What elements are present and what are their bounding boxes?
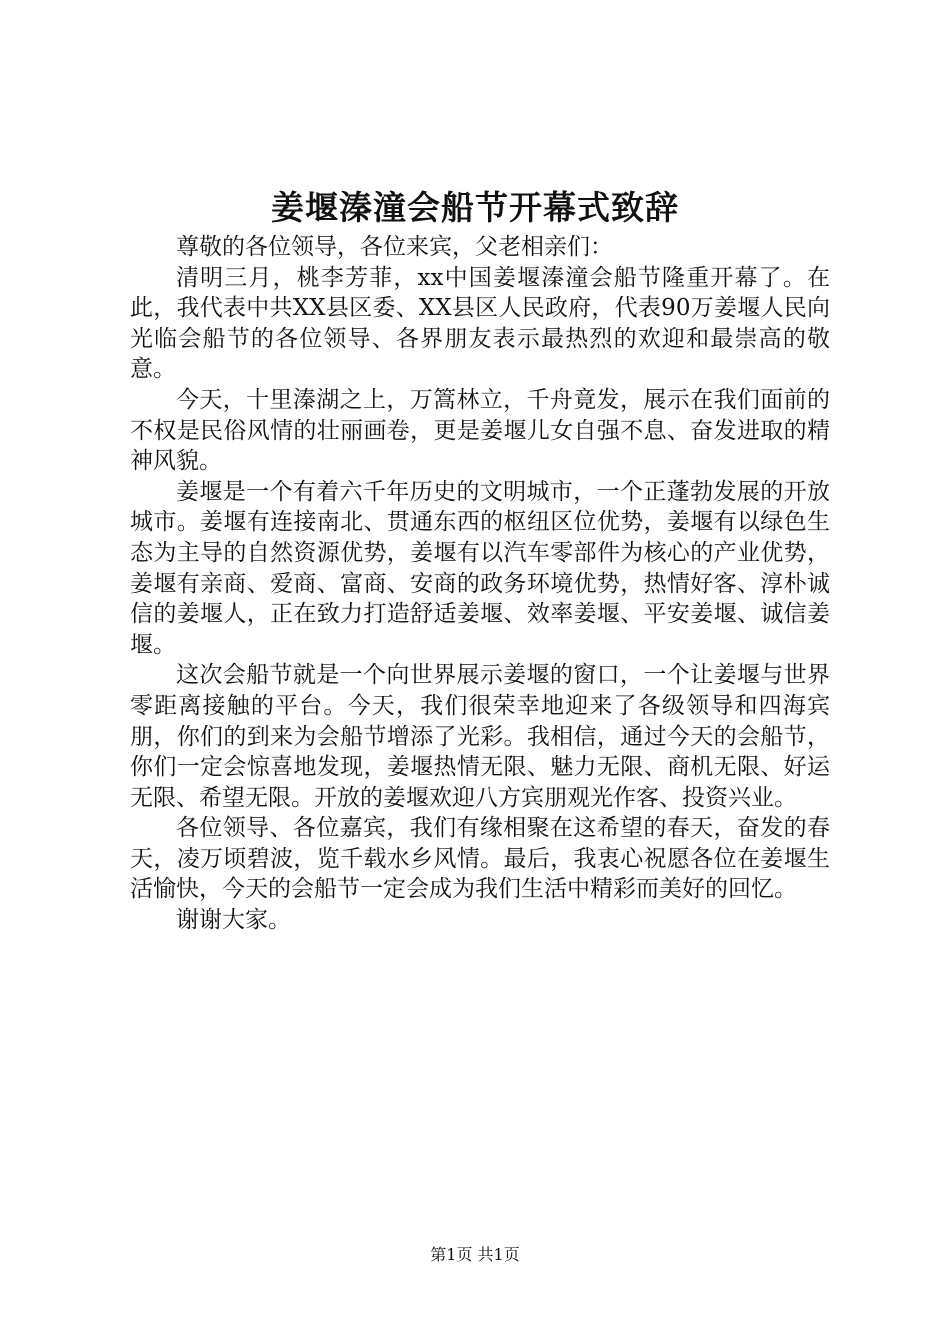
- body-paragraph: 这次会船节就是一个向世界展示姜堰的窗口，一个让姜堰与世界零距离接触的平台。今天，我们很荣幸地迎来了各级领导和四海宾朋，你们的到来为会船节增添了光彩。我相信，通过今天的会船节，你们一定会惊喜地发现，姜堰热情无限、魅力无限、商机无限、好运无限、希望无限。开放的姜堰欢迎八方宾朋观光作客、投资兴业。: [130, 662, 830, 811]
- body-paragraph: 姜堰是一个有着六千年历史的文明城市，一个正蓬勃发展的开放城市。姜堰有连接南北、贯通东西的枢纽区位优势，姜堰有以绿色生态为主导的自然资源优势，姜堰有以汽车零部件为核心的产业优势，姜堰有亲商、爱商、富商、安商的政务环境优势，热情好客、淳朴诚信的姜堰人，正在致力打造舒适姜堰、效率姜堰、平安姜堰、诚信姜堰。: [130, 478, 830, 658]
- closing-paragraph: 谢谢大家。: [176, 907, 291, 934]
- body-paragraph: 清明三月，桃李芳菲，xx中国姜堰溱潼会船节隆重开幕了。在此，我代表中共XX县区委、XX县区人民政府，代表90万姜堰人民向光临会船节的各位领导、各界朋友表示最热烈的欢迎和最崇高的敬意。: [130, 264, 830, 383]
- salutation-paragraph: 尊敬的各位领导，各位来宾，父老相亲们：: [176, 234, 613, 260]
- page-number-footer: 第1页 共1页: [430, 1245, 520, 1264]
- document-body: [130, 232, 830, 936]
- document-title: 姜堰溱潼会船节开幕式致辞: [271, 188, 679, 227]
- body-paragraph: 各位领导、各位嘉宾，我们有缘相聚在这希望的春天，奋发的春天，凌万顷碧波，览千载水乡风情。最后，我衷心祝愿各位在姜堰生活愉快，今天的会船节一定会成为我们生活中精彩而美好的回忆。: [130, 815, 830, 903]
- body-paragraph: 今天，十里溱湖之上，万篙林立，千舟竟发，展示在我们面前的不权是民俗风情的壮丽画卷，更是姜堰儿女自强不息、奋发进取的精神风貌。: [130, 386, 830, 475]
